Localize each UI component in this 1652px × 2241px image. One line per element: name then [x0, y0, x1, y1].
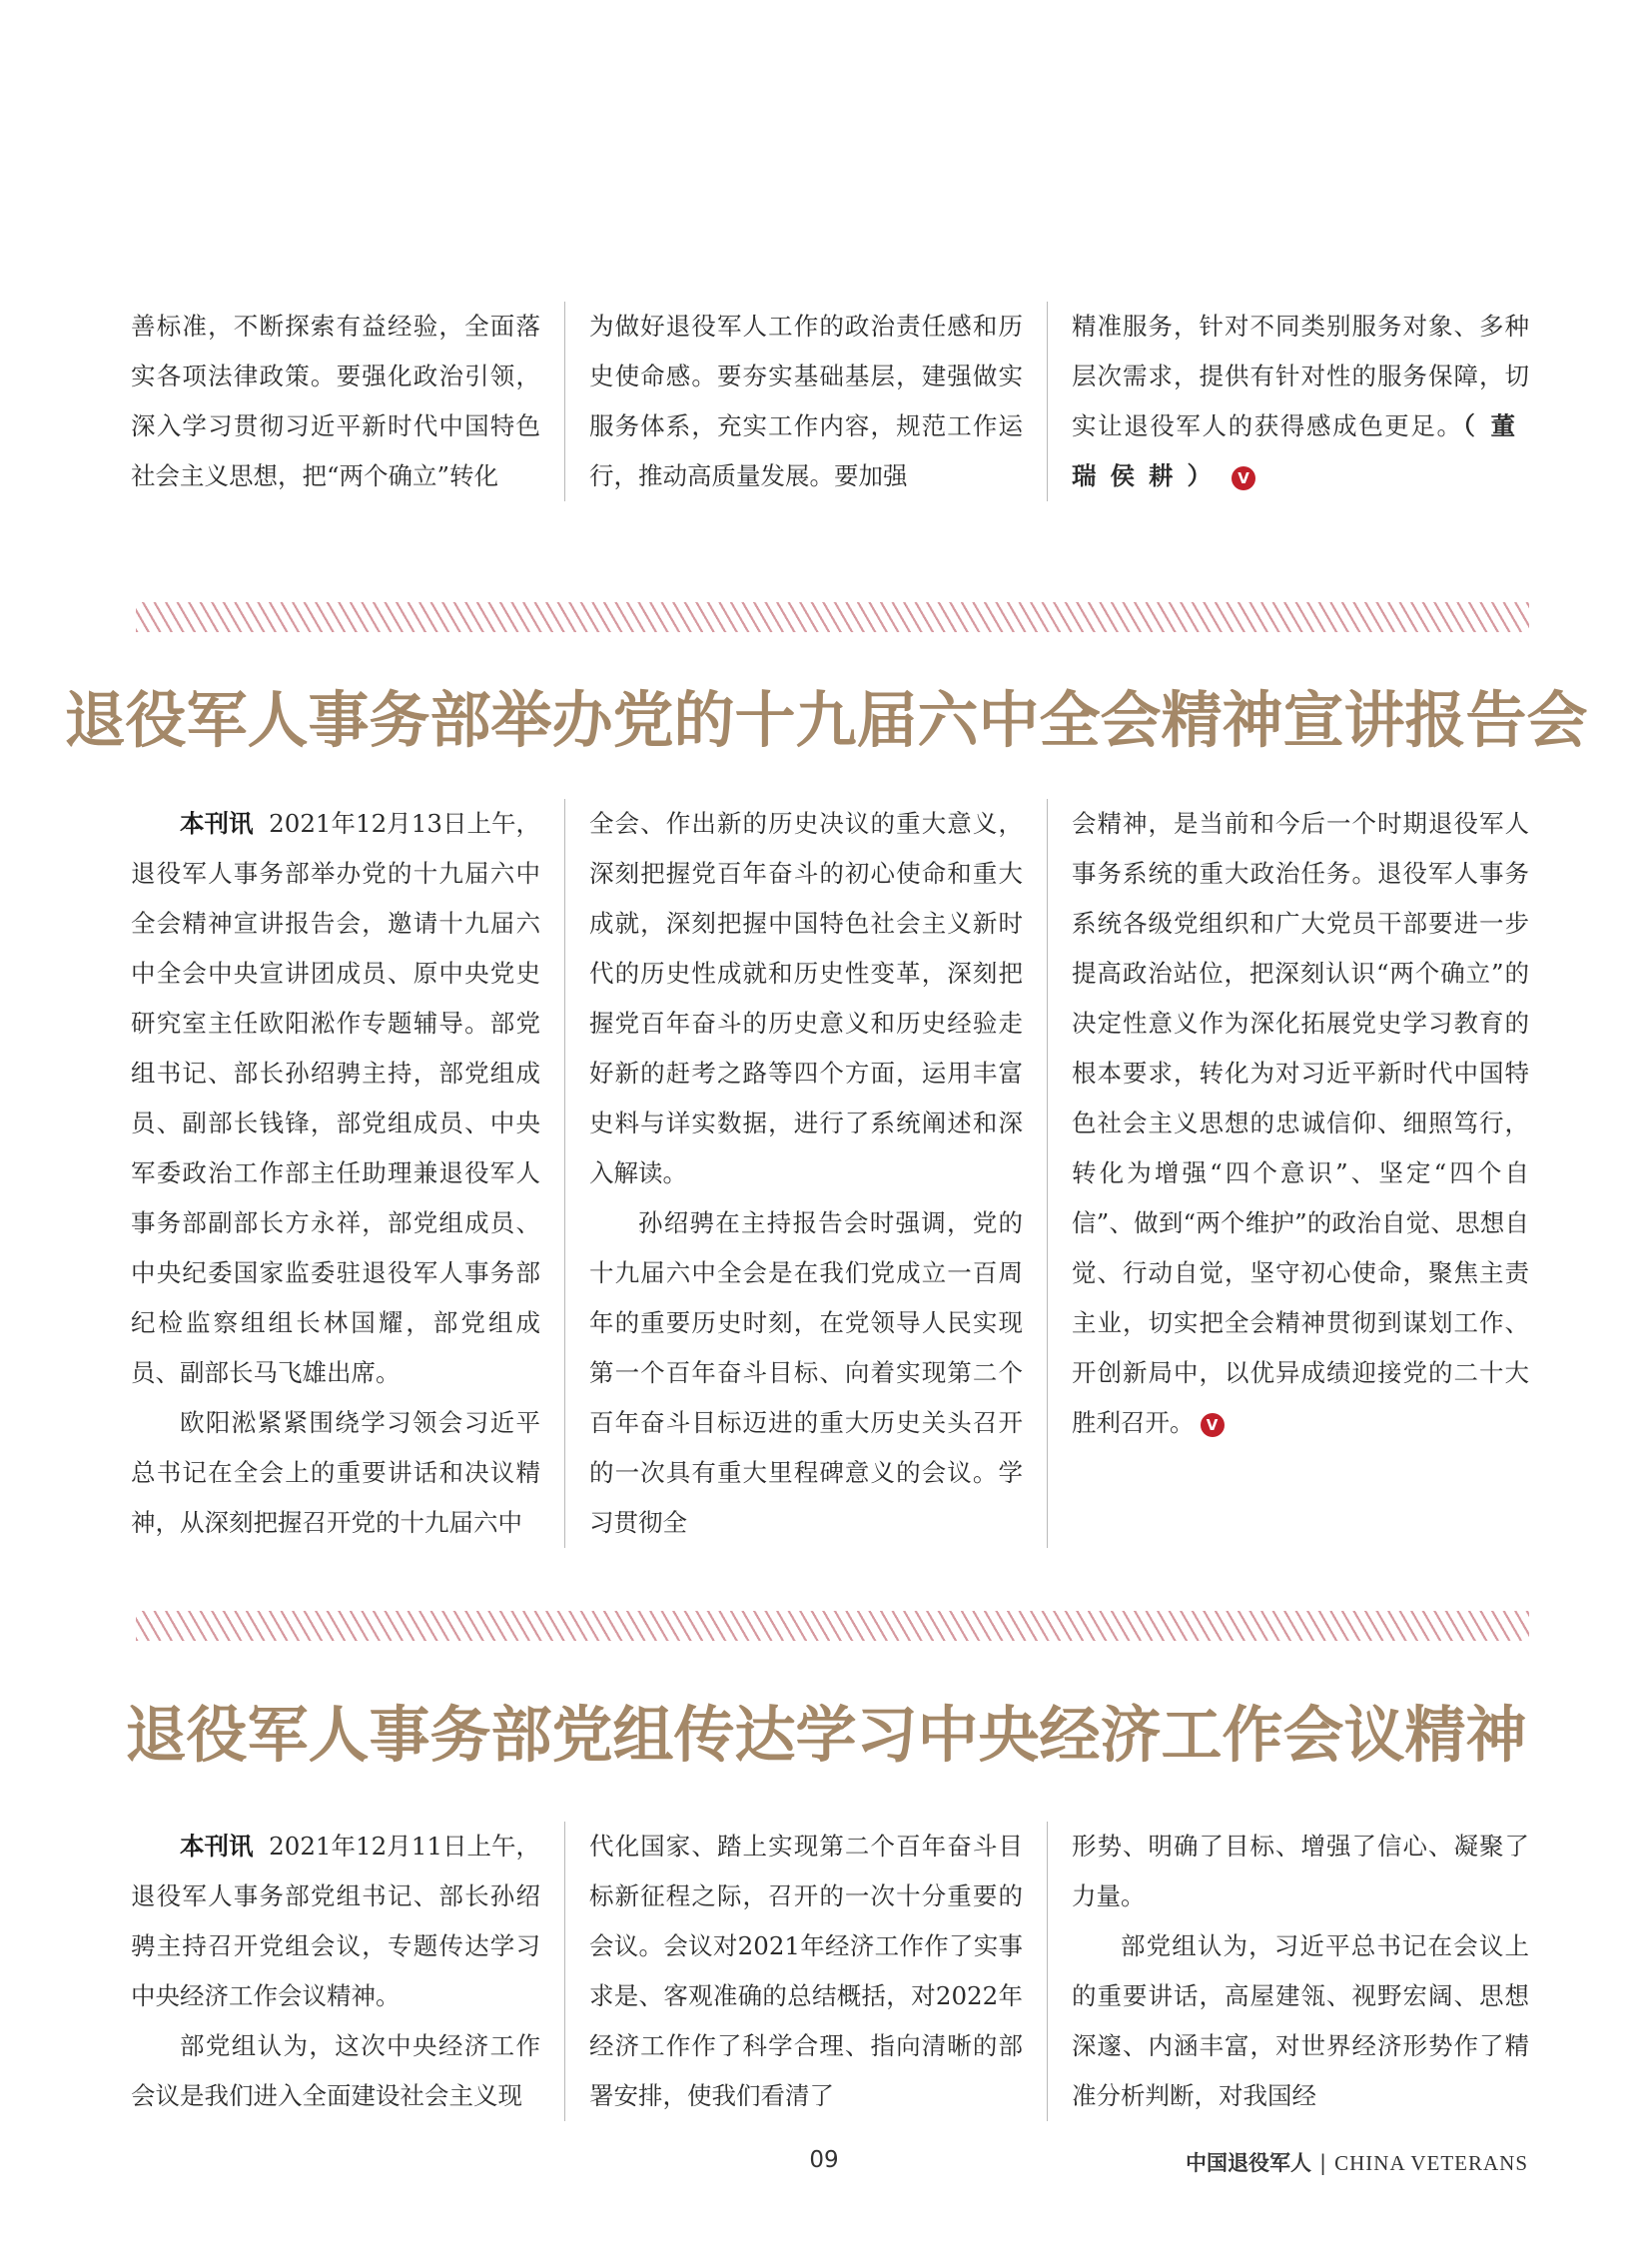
- paragraph: 为做好退役军人工作的政治责任感和历史使命感。要夯实基础基层，建强做实服务体系，充实工作内容，规范工作运行，推动高质量发展。要加强: [589, 312, 1023, 490]
- article-2-body: [131, 1822, 1529, 2121]
- paragraph-text: 会精神，是当前和今后一个时期退役军人事务系统的重大政治任务。退役军人事务系统各级党组织和广大党员干部要进一步提高政治站位，把深刻认识“两个确立”的决定性意义作为深化拓展党史学习教育的根本要求，转化为对习近平新时代中国特色社会主义思想的忠诚信仰、细照笃行，转化为增强“四个意识”、坚定“四个自信”、做到“两个维护”的政治自觉、思想自觉、行动自觉，坚守初心使命，聚焦主责主业，切实把全会精神贯彻到谋划工作、开创新局中，以优异成绩迎接党的二十大胜利召开。: [1072, 809, 1529, 1437]
- section-divider: [136, 602, 1529, 632]
- footer-separator: |: [1319, 2151, 1327, 2175]
- top-article-column-2: [564, 302, 1047, 501]
- paragraph: 善标准，不断探索有益经验，全面落实各项法律政策。要强化政治引领，深入学习贯彻习近平新时代中国特色社会主义思想，把“两个确立”转化: [131, 312, 540, 490]
- paragraph: 欧阳淞紧紧围绕学习领会习近平总书记在全会上的重要讲话和决议精神，从深刻把握召开党的十九届六中: [131, 1408, 540, 1537]
- author-byline: （董瑞侯耕）: [1072, 411, 1529, 490]
- paragraph: [131, 799, 540, 1398]
- end-mark-icon: V: [1232, 466, 1255, 490]
- paragraph: [1072, 799, 1529, 1448]
- article-1-column-3: [1047, 799, 1529, 1548]
- article-1-headline: 退役军人事务部举办党的十九届六中全会精神宣讲报告会: [64, 685, 1588, 756]
- article-2-column-2: [564, 1822, 1047, 2121]
- paragraph: 全会、作出新的历史决议的重大意义，深刻把握党百年奋斗的初心使命和重大成就，深刻把握中国特色社会主义新时代的历史性成就和历史性变革，深刻把握党百年奋斗的历史意义和历史经验走好新的赶考之路等四个方面，运用丰富史料与详实数据，进行了系统阐述和深入解读。: [589, 809, 1023, 1187]
- magazine-name: [1186, 2147, 1528, 2177]
- paragraph-text: 2021年12月11日上午，退役军人事务部党组书记、部长孙绍骋主持召开党组会议，专题传达学习中央经济工作会议精神。: [131, 1832, 541, 2010]
- top-article-column-3: [1047, 302, 1529, 501]
- magazine-name-en: CHINA VETERANS: [1334, 2151, 1528, 2175]
- end-mark-icon: V: [1201, 1413, 1225, 1437]
- paragraph-text: 精准服务，针对不同类别服务对象、多种层次需求，提供有针对性的服务保障，切实让退役军人的获得感成色更足。: [1072, 312, 1529, 440]
- lead-tag: 本刊讯: [180, 809, 254, 838]
- paragraph: 孙绍骋在主持报告会时强调，党的十九届六中全会是在我们党成立一百周年的重要历史时刻，在党领导人民实现第一个百年奋斗目标、向着实现第二个百年奋斗目标迈进的重大历史关头召开的一次具有重大里程碑意义的会议。学习贯彻全: [589, 1208, 1023, 1537]
- section-divider: [136, 1611, 1529, 1641]
- lead-tag: 本刊讯: [180, 1832, 254, 1861]
- paragraph: 形势、明确了目标、增强了信心、凝聚了力量。: [1072, 1832, 1529, 1910]
- paragraph: 代化国家、踏上实现第二个百年奋斗目标新征程之际，召开的一次十分重要的会议。会议对2021年经济工作作了实事求是、客观准确的总结概括，对2022年经济工作作了科学合理、指向清晰的部署安排，使我们看清了: [589, 1832, 1023, 2110]
- article-2-column-1: [131, 1822, 564, 2121]
- paragraph: [1072, 302, 1529, 501]
- magazine-name-cn: 中国退役军人: [1186, 2151, 1312, 2175]
- paragraph: 部党组认为，这次中央经济工作会议是我们进入全面建设社会主义现: [131, 2031, 540, 2110]
- article-1-column-2: [564, 799, 1047, 1548]
- article-2-column-3: [1047, 1822, 1529, 2121]
- article-1-column-1: [131, 799, 564, 1548]
- article-1-body: [131, 799, 1529, 1548]
- paragraph-text: 2021年12月13日上午，退役军人事务部举办党的十九届六中全会精神宣讲报告会，邀请十九届六中全会中央宣讲团成员、原中央党史研究室主任欧阳淞作专题辅导。部党组书记、部长孙绍骋主持，部党组成员、副部长钱锋，部党组成员、中央军委政治工作部主任助理兼退役军人事务部副部长方永祥，部党组成员、中央纪委国家监委驻退役军人事务部纪检监察组组长林国耀，部党组成员、副部长马飞雄出席。: [131, 809, 541, 1387]
- top-article-body: [131, 302, 1529, 501]
- paragraph: 部党组认为，习近平总书记在会议上的重要讲话，高屋建瓴、视野宏阔、思想深邃、内涵丰富，对世界经济形势作了精准分析判断，对我国经: [1072, 1931, 1529, 2110]
- top-article-column-1: [131, 302, 564, 501]
- paragraph: [131, 1822, 540, 2021]
- article-2-headline: 退役军人事务部党组传达学习中央经济工作会议精神: [125, 1700, 1527, 1771]
- page-number: 09: [809, 2147, 839, 2173]
